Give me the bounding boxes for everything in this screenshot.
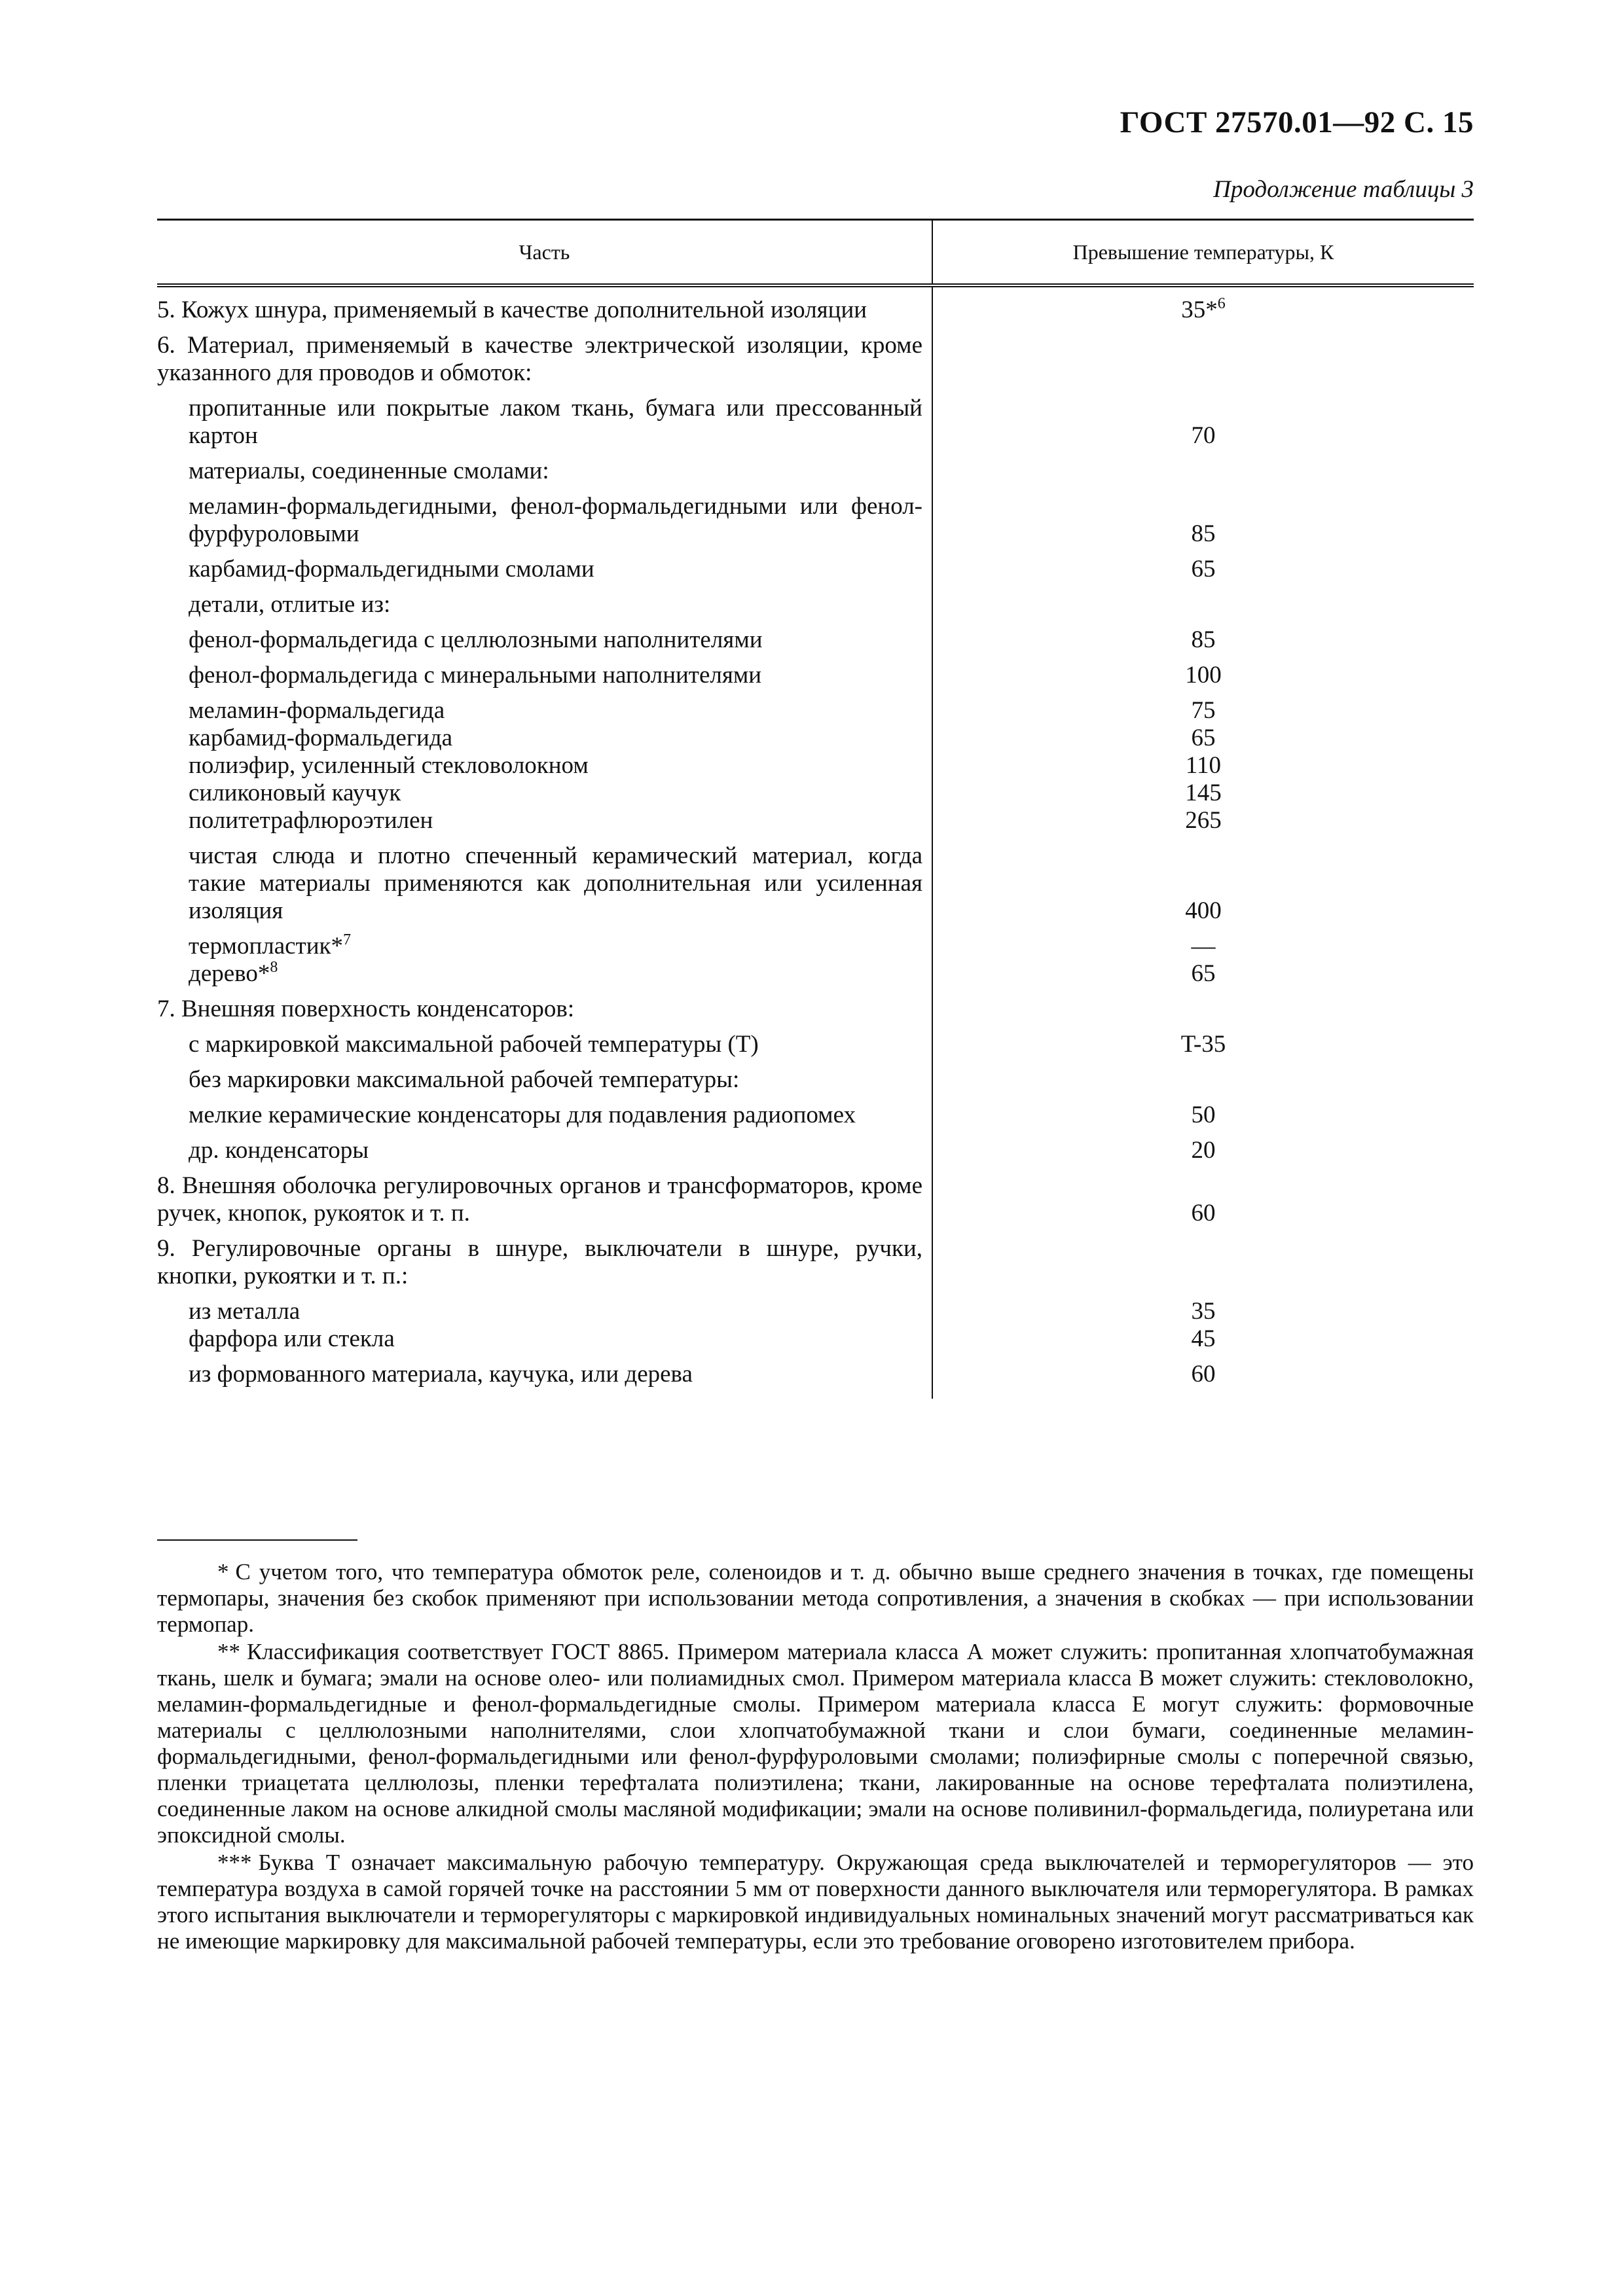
part-text: политетрафлюроэтилен	[189, 807, 433, 834]
part-cell	[157, 1023, 932, 1058]
part-text: меламин-формальдегида	[189, 697, 445, 724]
part-cell	[157, 752, 932, 780]
temperature-rise-cell	[932, 485, 1474, 548]
part-text: из формованного материала, каучука, или дерева	[189, 1361, 693, 1388]
footnote	[157, 1559, 1474, 1638]
part-text: 7. Внешняя поверхность конденсаторов:	[157, 996, 575, 1022]
temperature-rise-value: 65	[1191, 725, 1216, 751]
temperature-rise-value: 50	[1191, 1102, 1216, 1128]
temperature-rise-cell	[932, 1290, 1474, 1325]
temperature-rise-value: T-35	[1180, 1031, 1226, 1058]
column-header-temperature-rise: Превышение температуры, К	[932, 220, 1474, 286]
table-row	[157, 925, 1474, 960]
temperature-rise-cell	[932, 925, 1474, 960]
table-row	[157, 654, 1474, 689]
part-cell	[157, 285, 932, 324]
table-row	[157, 807, 1474, 834]
part-text: карбамид-формальдегидными смолами	[189, 556, 594, 583]
temperature-rise-value: 65	[1191, 556, 1216, 583]
temperature-rise-cell	[932, 807, 1474, 834]
temperature-rise-cell	[932, 285, 1474, 324]
table-row	[157, 988, 1474, 1023]
table-row	[157, 1058, 1474, 1094]
part-cell	[157, 725, 932, 752]
table-row	[157, 834, 1474, 925]
table-row	[157, 1094, 1474, 1129]
part-cell	[157, 1290, 932, 1325]
part-cell	[157, 1164, 932, 1227]
temperature-rise-cell	[932, 1094, 1474, 1129]
part-text: дерево*	[189, 960, 270, 987]
table-row	[157, 485, 1474, 548]
temperature-rise-value: —	[1191, 933, 1216, 960]
part-cell	[157, 1058, 932, 1094]
temperature-rise-value: 100	[1185, 662, 1222, 689]
part-cell	[157, 450, 932, 485]
part-text: силиконовый каучук	[189, 780, 401, 806]
part-cell	[157, 780, 932, 807]
temperature-rise-cell	[932, 1227, 1474, 1290]
part-cell	[157, 1353, 932, 1399]
temperature-rise-cell	[932, 387, 1474, 450]
temperature-rise-cell	[932, 654, 1474, 689]
part-footnote-ref: 8	[270, 959, 278, 976]
temperature-rise-value: 110	[1185, 752, 1222, 779]
part-cell	[157, 1325, 932, 1353]
table-row	[157, 324, 1474, 387]
part-cell	[157, 583, 932, 619]
temperature-rise-value: 70	[1191, 422, 1216, 449]
temperature-rise-value: 60	[1191, 1361, 1216, 1388]
table-row	[157, 1023, 1474, 1058]
part-text: 5. Кожух шнура, применяемый в качестве дополнительной изоляции	[157, 296, 867, 323]
temperature-rise-value: 20	[1191, 1137, 1216, 1164]
part-text: термопластик*	[189, 933, 344, 960]
part-text: мелкие керамические конденсаторы для подавления радиопомех	[189, 1102, 856, 1128]
temperature-rise-value: 265	[1185, 807, 1222, 834]
part-cell	[157, 619, 932, 654]
part-cell	[157, 834, 932, 925]
temperature-rise-cell	[932, 548, 1474, 583]
part-text: полиэфир, усиленный стекловолокном	[189, 752, 589, 779]
table-row	[157, 1164, 1474, 1227]
table-row	[157, 387, 1474, 450]
temperature-rise-cell	[932, 1325, 1474, 1353]
table-row	[157, 1325, 1474, 1353]
temperature-rise-value: 400	[1185, 897, 1222, 924]
part-text: без маркировки максимальной рабочей температуры:	[189, 1066, 740, 1093]
temperature-rise-cell	[932, 960, 1474, 988]
table-row	[157, 1129, 1474, 1164]
temperature-rise-cell	[932, 450, 1474, 485]
temperature-rise-cell	[932, 324, 1474, 387]
temperature-rise-cell	[932, 780, 1474, 807]
footnote-mark: **	[217, 1639, 240, 1664]
part-cell	[157, 654, 932, 689]
temperature-rise-cell	[932, 1058, 1474, 1094]
footnote-mark: ***	[217, 1850, 252, 1875]
part-cell	[157, 1129, 932, 1164]
temperature-rise-cell	[932, 1164, 1474, 1227]
part-text: детали, отлитые из:	[189, 591, 391, 618]
table-row	[157, 725, 1474, 752]
table-header-row	[157, 220, 1474, 286]
part-text: из металла	[189, 1298, 301, 1325]
temperature-rise-cell	[932, 1353, 1474, 1399]
temperature-rise-cell	[932, 583, 1474, 619]
temperature-rise-value: 45	[1191, 1325, 1216, 1352]
temperature-rise-cell	[932, 1129, 1474, 1164]
temperature-rise-value: 35	[1191, 1298, 1216, 1325]
footnote-text: С учетом того, что температура обмоток реле, соленоидов и т. д. обычно выше среднего значения в точках, где помещены термопары, значения без скобок применяют при использовании метода сопротивления, а значения в скобках — при использовании термопар.	[157, 1559, 1474, 1637]
part-cell	[157, 988, 932, 1023]
temperature-rise-value: 145	[1185, 780, 1222, 806]
part-text: др. конденсаторы	[189, 1137, 369, 1164]
table-row	[157, 1227, 1474, 1290]
part-cell	[157, 807, 932, 834]
part-cell	[157, 1094, 932, 1129]
temperature-rise-value: 65	[1191, 960, 1216, 987]
value-footnote-ref: 6	[1217, 295, 1226, 312]
part-text: материалы, соединенные смолами:	[189, 457, 549, 484]
temperature-rise-cell	[932, 1023, 1474, 1058]
table-row	[157, 619, 1474, 654]
part-cell	[157, 689, 932, 725]
temperature-rise-cell	[932, 619, 1474, 654]
table-row	[157, 583, 1474, 619]
temperature-rise-table	[157, 219, 1474, 1399]
table-row	[157, 960, 1474, 988]
column-header-part: Часть	[157, 220, 932, 286]
temperature-rise-cell	[932, 725, 1474, 752]
table-body	[157, 285, 1474, 1399]
temperature-rise-cell	[932, 689, 1474, 725]
part-text: 9. Регулировочные органы в шнуре, выключатели в шнуре, ручки, кнопки, рукоятки и т. п.:	[157, 1235, 922, 1289]
part-text: пропитанные или покрытые лаком ткань, бумага или прессованный картон	[189, 395, 922, 449]
page-header: ГОСТ 27570.01—92 С. 15	[1120, 105, 1474, 139]
temperature-rise-cell	[932, 834, 1474, 925]
part-cell	[157, 548, 932, 583]
table-row	[157, 548, 1474, 583]
part-cell	[157, 960, 932, 988]
part-text: карбамид-формальдегида	[189, 725, 453, 751]
table-row	[157, 780, 1474, 807]
part-text: 8. Внешняя оболочка регулировочных органов и трансформаторов, кроме ручек, кнопок, рукояток и т. п.	[157, 1172, 922, 1227]
temperature-rise-value: 85	[1191, 626, 1216, 653]
part-text: с маркировкой максимальной рабочей температуры (T)	[189, 1031, 759, 1058]
temperature-rise-cell	[932, 752, 1474, 780]
part-footnote-ref: 7	[343, 931, 352, 948]
temperature-rise-cell	[932, 988, 1474, 1023]
temperature-rise-value: 85	[1191, 520, 1216, 547]
footnote-text: Буква T означает максимальную рабочую температуру. Окружающая среда выключателей и терморегуляторов — это температура воздуха в самой горячей точке на расстоянии 5 мм от поверхности данного выключателя или терморегулятора. В рамках этого испытания выключатели и терморегуляторы с маркировкой индивидуальных номинальных значений могут рассматриваться как не имеющие маркировку для максимальной рабочей температуры, если это требование оговорено изготовителем прибора.	[157, 1850, 1474, 1954]
part-cell	[157, 387, 932, 450]
table-row	[157, 752, 1474, 780]
part-cell	[157, 925, 932, 960]
part-text: фарфора или стекла	[189, 1325, 395, 1352]
temperature-rise-value: 35*	[1181, 296, 1218, 323]
part-text: чистая слюда и плотно спеченный керамический материал, когда такие материалы применяются как дополнительная или усиленная изоляция	[189, 842, 922, 924]
footnote	[157, 1850, 1474, 1954]
part-text: меламин-формальдегидными, фенол-формальдегидными или фенол-фурфуроловыми	[189, 493, 922, 547]
footnote-mark: *	[217, 1559, 229, 1585]
table-row	[157, 285, 1474, 324]
table-caption: Продолжение таблицы 3	[1213, 176, 1474, 203]
part-cell	[157, 485, 932, 548]
footnote-text: Классификация соответствует ГОСТ 8865. Примером материала класса А может служить: пропитанная хлопчатобумажная ткань, шелк и бумага; эмали на основе олео- или полиамидных смол. Примером материала класса В может служить: стекловолокно, меламин-формальдегидные и фенол-формальдегидные смолы. Примером материала класса Е могут служить: формовочные материалы с целлюлозными наполнителями, слои хлопчатобумажной ткани и слои бумаги, соединенные меламин-формальдегидными, фенол-формальдегидными или фенол-фурфуроловыми смолами; полиэфирные смолы с поперечной связью, пленки триацетата целлюлозы, пленки терефталата полиэтилена; ткани, лакированные на основе терефталата полиэтилена, соединенные лаком на основе алкидной смолы масляной модификации; эмали на основе поливинил-формальдегида, полиуретана или эпоксидной смолы.	[157, 1639, 1474, 1848]
part-cell	[157, 1227, 932, 1290]
part-cell	[157, 324, 932, 387]
table-row	[157, 689, 1474, 725]
temperature-rise-value: 75	[1191, 697, 1216, 724]
footnotes	[157, 1559, 1474, 1954]
temperature-rise-value: 60	[1191, 1200, 1216, 1227]
footnote	[157, 1639, 1474, 1848]
part-text: фенол-формальдегида с минеральными наполнителями	[189, 662, 762, 689]
table-row	[157, 1290, 1474, 1325]
table-row	[157, 1353, 1474, 1399]
temperature-table-container	[157, 219, 1474, 1399]
footnote-separator	[157, 1539, 357, 1541]
part-text: фенол-формальдегида с целлюлозными наполнителями	[189, 626, 763, 653]
part-text: 6. Материал, применяемый в качестве электрической изоляции, кроме указанного для проводов и обмоток:	[157, 332, 922, 386]
table-row	[157, 450, 1474, 485]
